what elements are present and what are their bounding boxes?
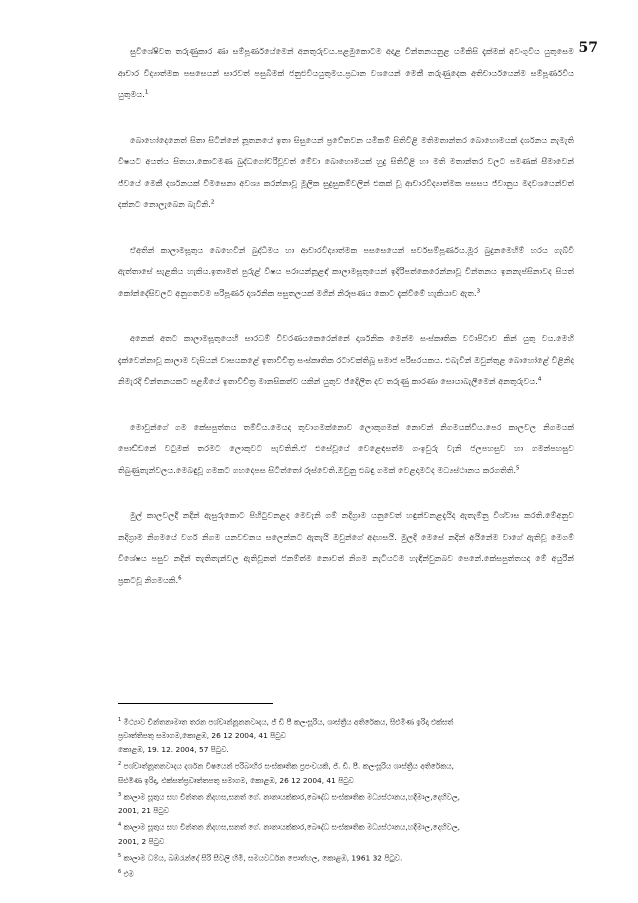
- footnote-ref: 1: [144, 89, 149, 96]
- footnote: [118, 743, 578, 757]
- footnote-ref: 4: [537, 376, 542, 383]
- footnote-number: 4: [118, 822, 122, 829]
- footnote-ref: 2: [210, 199, 215, 206]
- footnote-ref: 6: [178, 574, 182, 581]
- footnote-line: කාලාම සූතුය සහ චින්තන නිදහස,සනත් ගේ. නානායක්කාර,බෞද්ධ සංස්කෘතික මධ්‍යස්ථානය,හදීමාල,දෙහිවල,: [123, 792, 460, 802]
- paragraph-text: ඒඅතින් කාලාමසූතුය බෙහෙවින් බුද්ධිමය හා ආචාරවිද්‍යාත්මක පසසෙයෙන් සර්වසම්පූර්ණය.මූර බුදුනමෙහිම් හරය ගැබ්වී ඇත්තාසේ සැළකිය හැකිය.ඉතාමත් පුරුළ් විෂය පරායන්නූළඳ් කාලාමසූතුයෙන් ඉදිරිපත්කෙරෙන්නාවූ චින්තනය ඉනනැප්සිනාවද සියත් කෝන්දේසිවලට අනුගතවම පරිපූර්ණ දාර්ශනික පසුතලයක් මගින් නිරූපණය කොට දැක්වීමේ හැකියාව ඇත.: [118, 244, 574, 298]
- footnote-line: කාලාම ධම්ය, බඹරැන්දේ සිරි සීවලි හිමි, සමයවර්ධන පොත්හල, කොළඹ, 1961 32 පිටුව.: [123, 853, 403, 863]
- paragraph: [118, 417, 574, 482]
- footnote: [118, 713, 578, 743]
- footnote-line: මිථ්‍යාව චින්තනාමාත තරන පශ්චාන්නූනනවාදය, ජ් ඩී පී කලංසූරිය, ශාස්ත්‍රීය අතිරේකය, සිළුමිණ ඉරිදා එක්සත්: [123, 717, 454, 727]
- footnote-line: කාලාම සූතුය සහ චින්තන නිදහස,සනත් ගේ. නානායක්කාර,බෞද්ධ සංස්කෘතික මධ්‍යස්ථානය,හදීමාල,දෙහිවල,: [123, 822, 460, 832]
- paragraph-text: බොහෝදෙනෙත් සිතා සිටින්නේ නූතනයේ ඉතා සිසුයෙන් ප්‍රවේතවන යමිකම් සිතිවිළි මතිමතාන්තර බොහොමයක් දර්ශනය නැමැති විෂයට අයත්ය සිතයා.කොටමණ බුද්ධගෝචරිවූවත් මේවා බොහොමයක් හුදු සිතිවිළි හා මති මතාන්තර වලට පමණක් සීමාවෙන් ජ්වයේ මෙකී දර්ශනයක් වීමසෙනා අවශ්‍ය කරන්නාවූ මූලික සුදුසුකම්වලින් එකක් වූ ආචාරවිද්‍යාත්මක පසසය ජ්වානුය මදවශයෙන්වත් දක්නට නොලැබෙන බැවිනි.: [118, 134, 574, 209]
- paragraph-text: සුවිශේෂිවත තරුණුකාර ණා සම්පූර්ණයේමෙන් අනතුරුවය.පළමුකොටම අදාළ චින්තනයනුළ යමිකිසි දැක්මක් අවංගුවිය යුතුසෙම ආචාර විද්‍යාත්මක පසසෙයන් සාරවත් පසුබිමක් ජනුඑවියයුතුමය.ප්‍රධාන වශයෙන් මෙකී තරුණුදෙක අතිචාර්යයෙන්ම සම්පූර්ණවිය යුතුමය.: [118, 46, 574, 99]
- footnote-number: 6: [118, 869, 122, 876]
- paragraph: [118, 328, 574, 393]
- footnote-ref: 5: [516, 464, 520, 471]
- footnote-divider: [118, 703, 273, 704]
- footnote-line: කොළඹ, 19. 12. 2004, 57 පිටුව.: [118, 745, 229, 755]
- body-text: [118, 41, 574, 615]
- paragraph-text: මුල් කාලවලදී නදින් ඇසුරුකොට පිහිටුවනළද මෙවැනි ගම් නදිග්‍රාම යනුවෙත් හඳුන්වනළදැයිද ඇතැම්නු විශ්වාස කරති.මේඅනුව නදිග්‍රාම නිගමයේ වර්ග නිගම යනවචනය සලෙන්නට ඇතැයි ඔවුන්ගේ අදහසයි. මුලදි මෙසේ නදින් අයිනේම වාගේ ඇතිවූ මෙගම් විශේෂය පසුව නදින් තැතිතැන්වල ඇතිවූනත් ජනම්ත්ම නොවත් නිගම නැටියටම හැඳින්වුනබව පෙනේ.කේසපුත්තයද මේ අයුරින් ප්‍රකටවූ නිගමයකි.: [118, 510, 574, 585]
- footnote-number: 5: [118, 852, 122, 859]
- footnote-line: ප්‍රවෘත්තිපතු සමාගම,කොළඹ, 26 12 2004, 41 පිටුව: [118, 731, 286, 741]
- footnote-line: සිළුමිණ ඉරිදා, එක්සත්ප්‍රවෘත්තපතු සමාගම, කොළඹ, 26 12 2004, 41 පිටුව: [118, 775, 354, 785]
- footnote-line: එම: [123, 869, 134, 879]
- footnote-line: 2001, 21 පිටුව: [118, 806, 169, 816]
- footnote-ref: 3: [476, 287, 481, 294]
- footnote: [118, 788, 578, 818]
- footnotes: [118, 713, 578, 882]
- paragraph: [118, 240, 574, 305]
- footnote-number: 1: [118, 717, 122, 723]
- footnote: [118, 849, 578, 865]
- footnote: [118, 818, 578, 848]
- paragraph: [118, 41, 574, 106]
- paragraph: [118, 130, 574, 216]
- footnote-line: 2001, 2 පිටුව: [118, 836, 165, 846]
- footnote-number: 2: [118, 761, 122, 768]
- footnote-line: පශ්චාත්නූතනවාදය දර්ශන විෂයෙන් පරිබාහිර සංස්කෘතික ප්‍රපංචයකි, ජ්. ඩී. පී. කලංසූරිය ශාස්ත්‍රීය අතිරේකය,: [123, 761, 454, 771]
- paragraph: [118, 505, 574, 591]
- paragraph-text: අනෙක් අතට කාලාමසූතුයෙහි සාරධම් විවරණයකෙරෙන්නේ දාර්ශනික මෙන්ම සංස්කෘතික වටාපිටාව කින් යුතු වය.මෙහි දැක්වෙන්නාවූ කාලාම වැසියන් වාසයකළේ ඉතාවිචිත්‍ර සංස්කෘතික රටාවක්තිබූ සමාජ පරිසරයකය. එබැවින් ඔවුන්තුළ බොහෝළේ විළිනිද නිමැරදි චින්තනයකට පළඹියේ ඉතාවිචිත්‍ර මානසිකත්ව යකින් යුතුව ජ්දෙිලීත දව තරුණු කාරණා සොයාබැලීමෙන් අනතුරුවය.: [118, 333, 574, 386]
- paragraph-text: මොවුන්ගේ ගම කේසපුත්තය තම්විය.මෙයද තුවාගමක්නොව ලොකුගමක් නොවන් නිගමයක්විය.පෙර කාලවල නිගමයක් පොඩ්ඩනෙ‍් වටුමක් තරමට ලොකුවට පැවතිනි.ඒ එසේවූයේ වෙළෙඳසත්ම ගංඉවුරු වැනි ජලපහසුව හා ගමන්පහසුව තිබුණුතැන්වලය.මෙබඳුවූ ගමකට ගහදෙපස සිටිත්තෝ රූස්වෙති.ඔවුනු එබඳු ගමක් වෙළදාමටද මධ්‍යස්ථානය කරගතිති.: [118, 421, 574, 475]
- footnote-number: 3: [118, 791, 122, 798]
- page-number: 57: [578, 40, 598, 56]
- footnote: [118, 757, 578, 787]
- footnote: [118, 865, 578, 881]
